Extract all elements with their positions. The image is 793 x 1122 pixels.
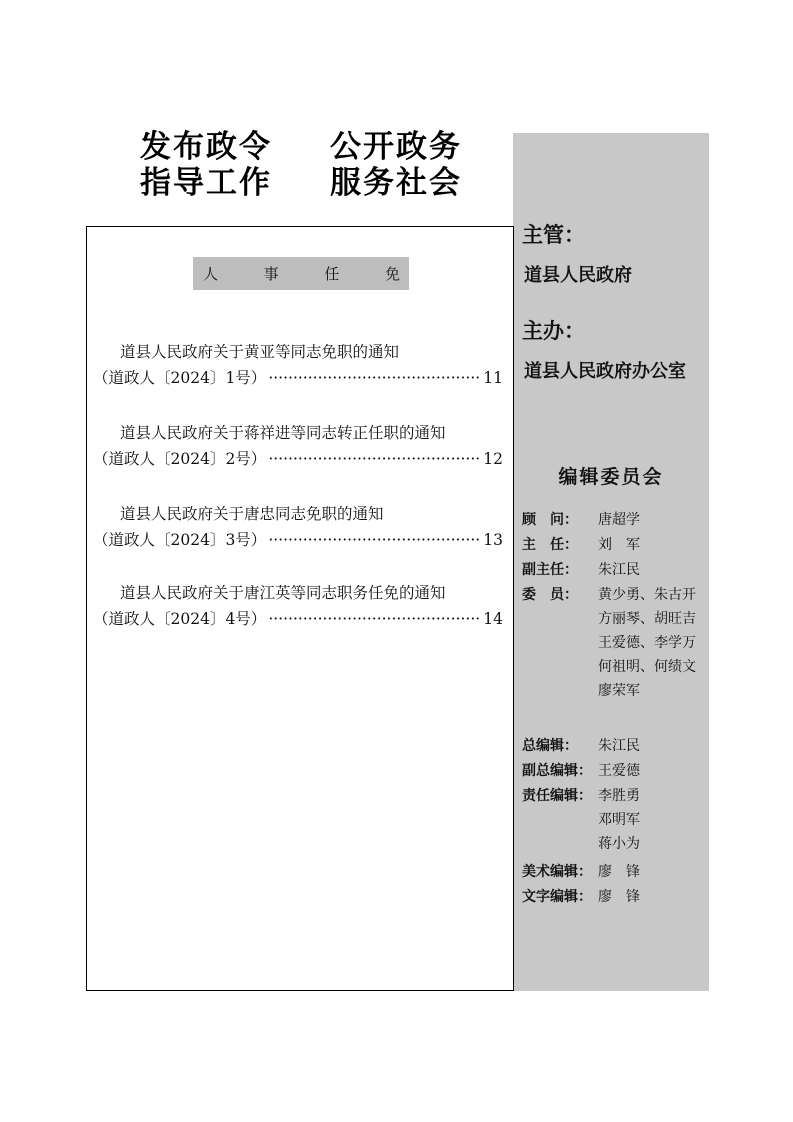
toc-entry-title[interactable]: 道县人民政府关于唐江英等同志职务任免的通知 xyxy=(120,584,446,602)
slogan-guide-work: 指导工作 xyxy=(140,165,272,201)
staff-name: 方丽琴、胡旺吉 xyxy=(598,611,696,627)
toc-entry-page: 14 xyxy=(483,610,503,628)
toc-leader-dots xyxy=(268,365,481,391)
toc-entry-doc-number: （道政人〔2024〕2号） xyxy=(93,450,267,468)
toc-entry-title[interactable]: 道县人民政府关于黄亚等同志免职的通知 xyxy=(120,343,400,361)
toc-entry-page: 11 xyxy=(483,369,503,387)
toc-entry-doc-number: （道政人〔2024〕1号） xyxy=(93,369,267,387)
staff-name: 黄少勇、朱古开 xyxy=(598,587,696,603)
toc-entry[interactable] xyxy=(87,339,513,391)
toc-entry-doc-number: （道政人〔2024〕3号） xyxy=(93,531,267,549)
staff-row-deputy-editor-in-chief xyxy=(522,761,708,783)
staff-row-members xyxy=(522,585,708,703)
slogan-open-affairs: 公开政务 xyxy=(330,129,462,165)
staff-row-art-editor xyxy=(522,862,708,884)
staff-role: 委 员： xyxy=(522,587,578,603)
toc-entry-doc-number: （道政人〔2024〕4号） xyxy=(93,610,267,628)
staff-name: 王爱德、李学万 xyxy=(598,635,696,651)
slogan-serve-society: 服务社会 xyxy=(330,165,462,201)
toc-leader-dots xyxy=(268,606,481,632)
staff-name: 刘 军 xyxy=(598,537,640,553)
toc-leader-dots xyxy=(268,446,481,472)
toc-entry-page: 13 xyxy=(483,531,503,549)
staff-name: 朱江民 xyxy=(598,562,640,578)
section-header-char: 免 xyxy=(384,265,400,283)
toc-entry-title[interactable]: 道县人民政府关于蒋祥进等同志转正任职的通知 xyxy=(120,424,446,442)
staff-role: 文字编辑： xyxy=(522,889,592,905)
staff-role: 美术编辑： xyxy=(522,864,592,880)
staff-row-director xyxy=(522,535,708,557)
staff-role: 副总编辑： xyxy=(522,763,592,779)
staff-name: 李胜勇 xyxy=(598,788,640,804)
toc-entry[interactable] xyxy=(87,420,513,472)
supervisor-label: 主管： xyxy=(522,223,585,247)
section-header-char: 人 xyxy=(203,265,219,283)
section-header-char: 事 xyxy=(263,265,279,283)
staff-role: 责任编辑： xyxy=(522,788,592,804)
staff-name: 蒋小为 xyxy=(598,836,640,852)
slogan-issue-decrees: 发布政令 xyxy=(140,129,272,165)
staff-role: 主 任： xyxy=(522,537,578,553)
supervisor-name: 道县人民政府 xyxy=(524,265,632,286)
staff-name: 廖 锋 xyxy=(598,864,640,880)
staff-name: 何祖明、何绩文 xyxy=(598,659,696,675)
staff-role: 顾 问： xyxy=(522,512,578,528)
staff-role: 副主任： xyxy=(522,562,578,578)
staff-row-editor-in-chief xyxy=(522,736,708,758)
section-header-char: 任 xyxy=(324,265,340,283)
staff-name: 邓明军 xyxy=(598,812,640,828)
section-header-personnel xyxy=(193,257,409,290)
toc-entry-page: 12 xyxy=(483,450,503,468)
staff-row-deputy-director xyxy=(522,560,708,582)
staff-name: 唐超学 xyxy=(598,512,640,528)
toc-entry-title[interactable]: 道县人民政府关于唐忠同志免职的通知 xyxy=(120,505,384,523)
toc-entry[interactable] xyxy=(87,580,513,632)
staff-row-advisor xyxy=(522,510,708,532)
staff-row-responsible-editors xyxy=(522,786,708,856)
staff-role: 总编辑： xyxy=(522,738,578,754)
staff-row-text-editor xyxy=(522,887,708,909)
sponsor-name: 道县人民政府办公室 xyxy=(524,361,686,382)
editorial-committee-title: 编辑委员会 xyxy=(558,466,664,488)
sponsor-label: 主办： xyxy=(522,319,585,343)
staff-name: 朱江民 xyxy=(598,738,640,754)
staff-name: 廖 锋 xyxy=(598,889,640,905)
staff-name: 王爱德 xyxy=(598,763,640,779)
toc-entry[interactable] xyxy=(87,501,513,553)
staff-name: 廖荣军 xyxy=(598,683,640,699)
table-of-contents xyxy=(86,226,514,991)
toc-leader-dots xyxy=(268,527,481,553)
